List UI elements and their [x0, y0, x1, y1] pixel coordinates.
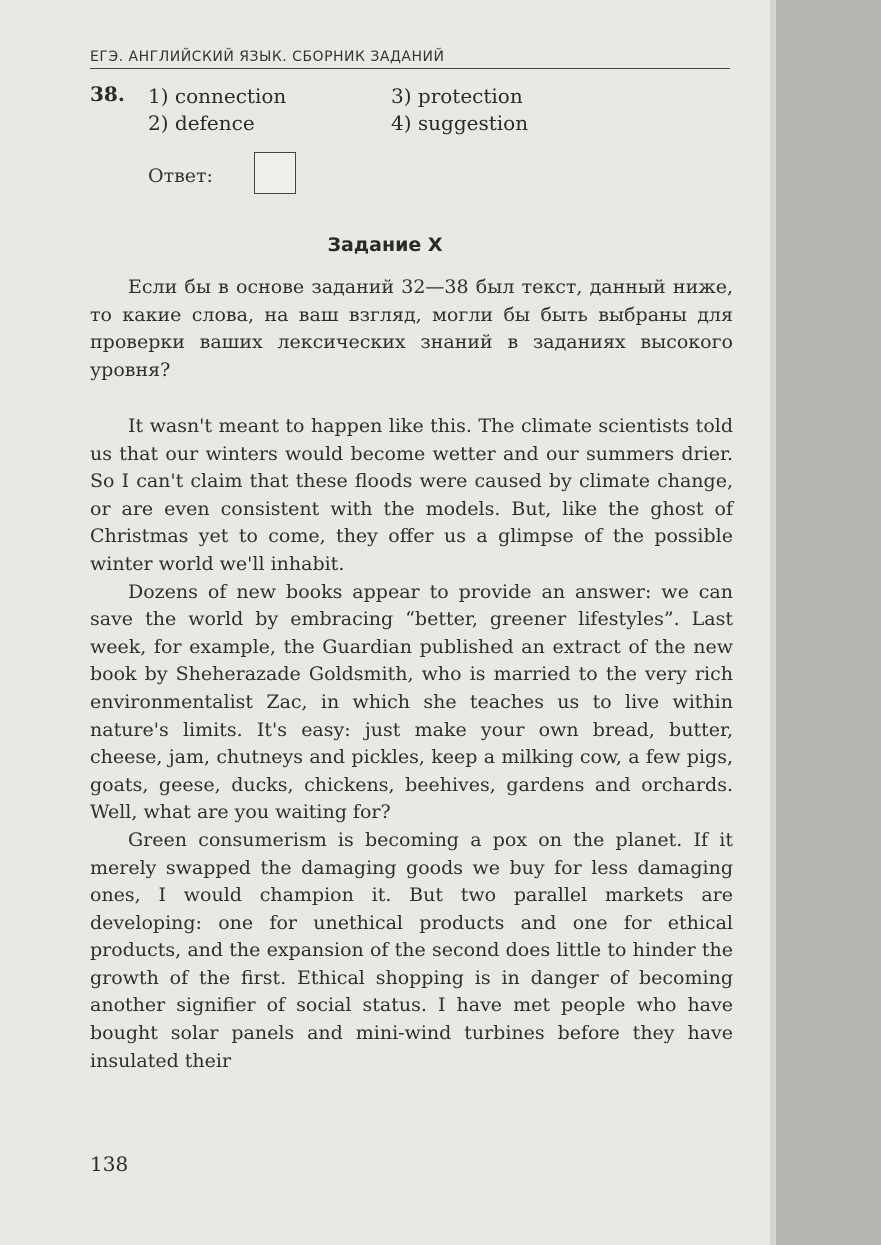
option-3: 3) protection [391, 84, 523, 108]
task-title: Задание X [327, 234, 443, 256]
instructions-paragraph: Если бы в основе заданий 32—38 был текст, данный ниже, то какие слова, на ваш взгляд, могли бы быть выбраны для проверки ваших лексических знаний в заданиях высокого уровня? [90, 276, 733, 381]
passage-paragraph-3: Green consumerism is becoming a pox on the planet. If it merely swapped the damaging goods we buy for less damaging ones, I would champion it. But two parallel markets are developing: one for unethical products and one for ethical products, and the expansion of the second does little to hinder the growth of the first. Ethical shopping is in danger of becoming another signifier of social status. I have met people who have bought solar panels and mini-wind turbines before they have insulated their [90, 828, 733, 1072]
option-2: 2) defence [148, 111, 255, 135]
option-1: 1) connection [148, 84, 287, 108]
answer-label: Ответ: [148, 165, 213, 187]
scan-margin [770, 0, 881, 1245]
passage [90, 413, 733, 1075]
running-header: ЕГЭ. АНГЛИЙСКИЙ ЯЗЫК. СБОРНИК ЗАДАНИЙ [90, 46, 730, 69]
page-edge [770, 0, 776, 1245]
page-number: 138 [90, 1152, 129, 1176]
question-number: 38. [90, 82, 125, 106]
passage-paragraph-2: Dozens of new books appear to provide an answer: we can save the world by embracing “better, greener lifestyles”. Last week, for example, the Guardian published an extract of the new book by Sheherazade Goldsmith, who is married to the very rich environmentalist Zac, in which she teaches us to live within nature's limits. It's easy: just make your own bread, butter, cheese, jam, chutneys and pickles, keep a milking cow, a few pigs, goats, geese, ducks, chickens, beehives, gardens and orchards. Well, what are you waiting for? [90, 580, 733, 824]
answer-box[interactable] [254, 152, 296, 194]
option-4: 4) suggestion [391, 111, 529, 135]
task-instructions [90, 274, 733, 384]
passage-paragraph-1: It wasn't meant to happen like this. The climate scientists told us that our winters would become wetter and our summers drier. So I can't claim that these floods were caused by climate change, or are even consistent with the models. But, like the ghost of Christmas yet to come, they offer us a glimpse of the possible winter world we'll inhabit. [90, 415, 733, 575]
